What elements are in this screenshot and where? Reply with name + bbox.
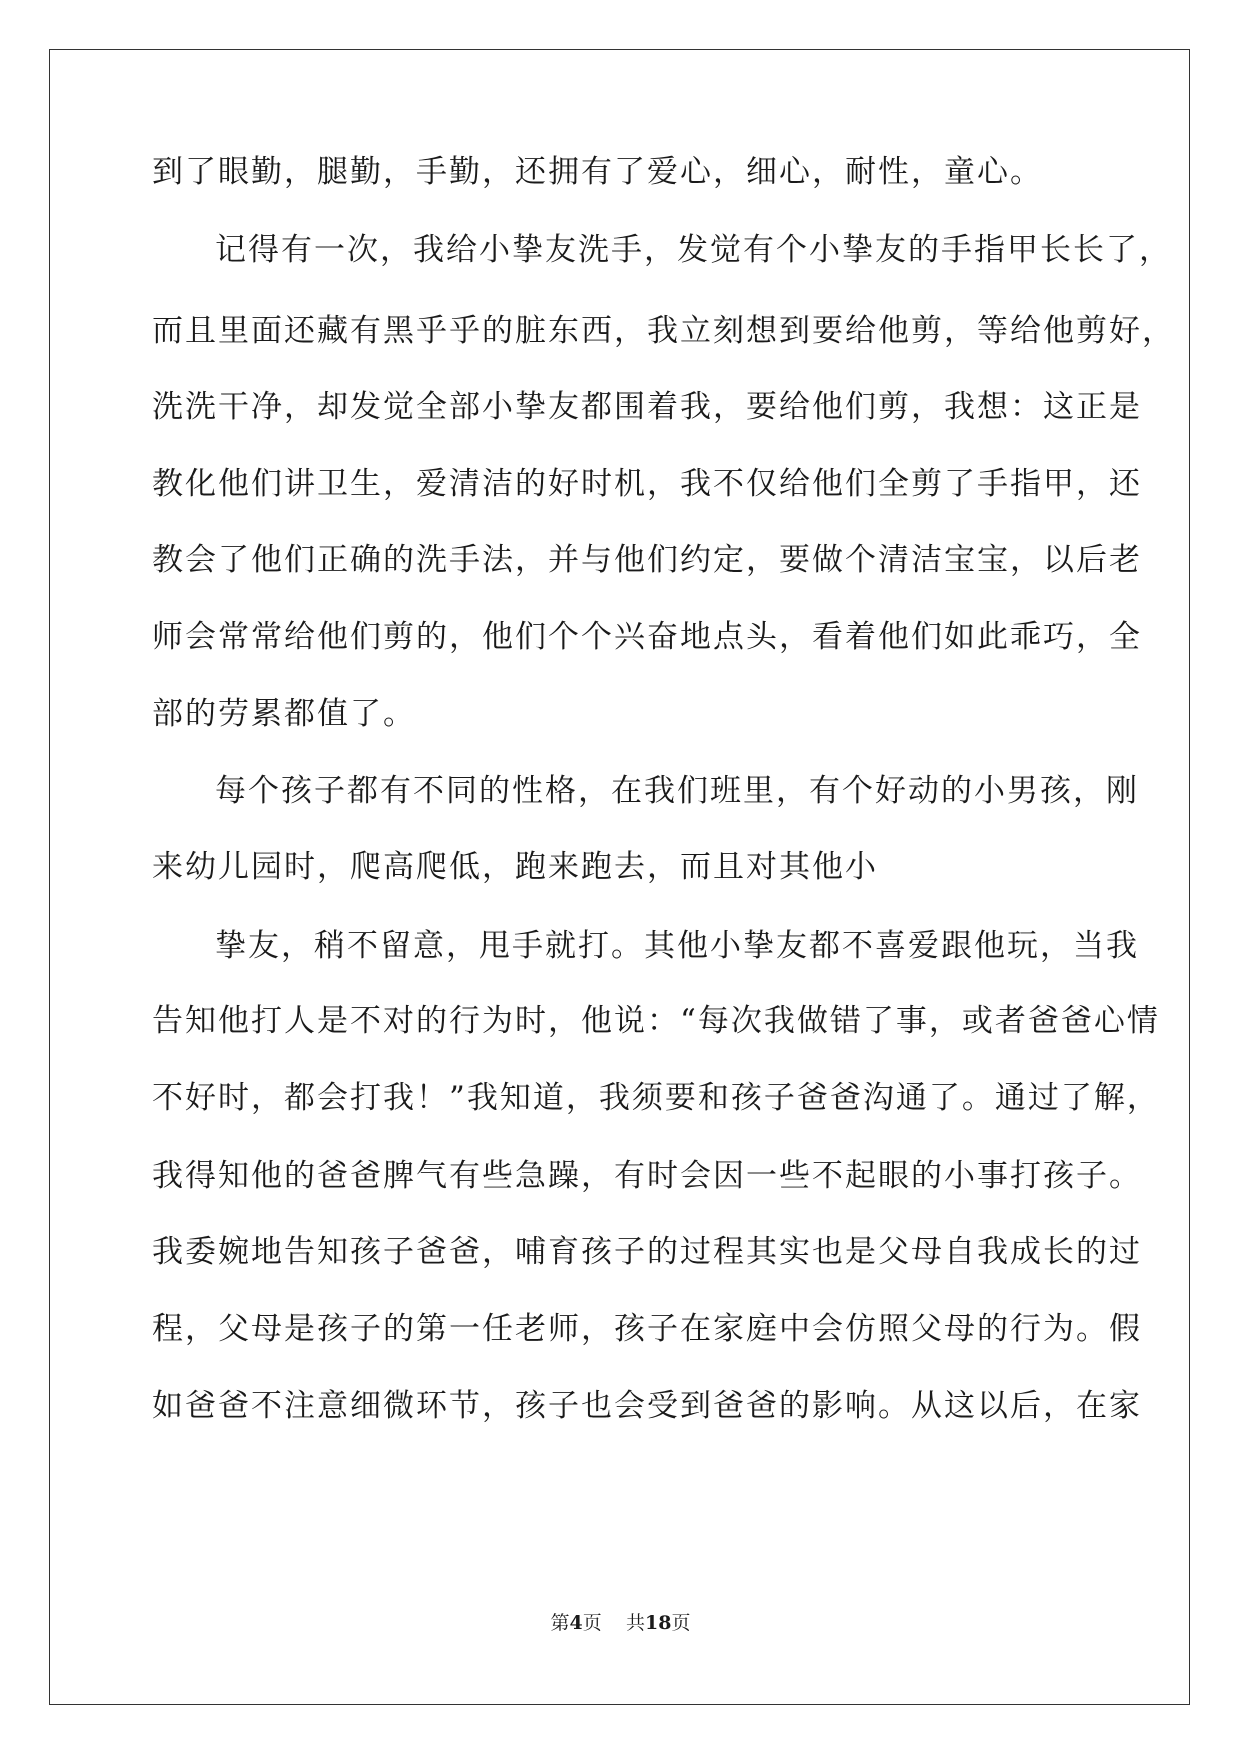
page-label-prefix: 第 <box>550 1612 570 1634</box>
paragraph-line-14: 我得知他的爸爸脾气有些急躁，有时会因一些不起眼的小事打孩子。 <box>152 1158 1142 1194</box>
paragraph-line-15: 我委婉地告知孩子爸爸，哺育孩子的过程其实也是父母自我成长的过 <box>152 1234 1142 1270</box>
paragraph-line-7: 师会常常给他们剪的，他们个个兴奋地点头，看着他们如此乖巧，全 <box>152 619 1142 655</box>
paragraph-line-16: 程，父母是孩子的第一任老师，孩子在家庭中会仿照父母的行为。假 <box>152 1311 1142 1347</box>
paragraph-line-10: 来幼儿园时，爬高爬低，跑来跑去，而且对其他小 <box>152 849 878 885</box>
paragraph-line-13: 不好时，都会打我！”我知道，我须要和孩子爸爸沟通了。通过了解， <box>152 1080 1160 1116</box>
paragraph-line-12: 告知他打人是不对的行为时，他说：“每次我做错了事，或者爸爸心情 <box>152 1003 1160 1039</box>
total-label-suffix: 页 <box>671 1612 691 1634</box>
paragraph-line-9: 每个孩子都有不同的性格，在我们班里，有个好动的小男孩，刚 <box>215 773 1139 809</box>
paragraph-line-6: 教会了他们正确的洗手法，并与他们约定，要做个清洁宝宝，以后老 <box>152 542 1142 578</box>
paragraph-line-2: 记得有一次，我给小挚友洗手，发觉有个小挚友的手指甲长长了， <box>215 232 1172 268</box>
total-label-prefix: 共 <box>625 1612 645 1634</box>
paragraph-line-17: 如爸爸不注意细微环节，孩子也会受到爸爸的影响。从这以后，在家 <box>152 1388 1142 1424</box>
page-footer <box>0 1611 1241 1635</box>
paragraph-line-3: 而且里面还藏有黑乎乎的脏东西，我立刻想到要给他剪，等给他剪好， <box>152 313 1175 349</box>
page-number: 4 <box>569 1612 583 1634</box>
total-pages: 18 <box>644 1612 672 1634</box>
paragraph-line-5: 教化他们讲卫生，爱清洁的好时机，我不仅给他们全剪了手指甲，还 <box>152 466 1142 502</box>
paragraph-line-8: 部的劳累都值了。 <box>152 696 416 732</box>
paragraph-line-4: 洗洗干净，却发觉全部小挚友都围着我，要给他们剪，我想：这正是 <box>152 389 1142 425</box>
paragraph-line-1: 到了眼勤，腿勤，手勤，还拥有了爱心，细心，耐性，童心。 <box>152 154 1043 190</box>
page-label-suffix: 页 <box>582 1612 602 1634</box>
paragraph-line-11: 挚友，稍不留意，甩手就打。其他小挚友都不喜爱跟他玩，当我 <box>215 928 1139 964</box>
